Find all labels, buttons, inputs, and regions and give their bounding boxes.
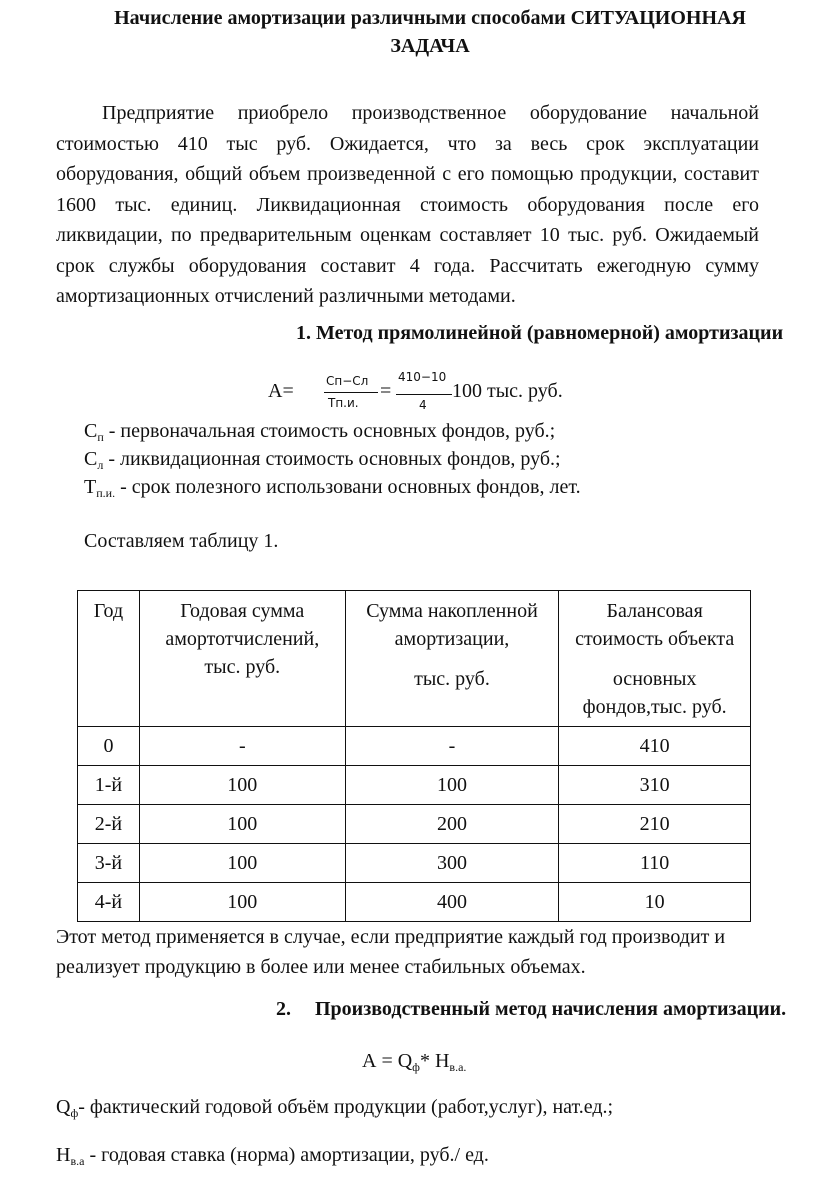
problem-statement: Предприятие приобрело производственное оборудование начальной стоимостью 410 тыс руб. Ожидается, что за весь срок эксплуатации оборудования, общий объем произведенной с его помощью продукции, составит 1600 тыс. единиц. Ликвидационная стоимость оборудования после его ликвидации, по предварительным оценкам составляет 10 тыс. руб. Ожидаемый срок службы оборудования составит 4 года. Рассчитать ежегодную сумму амортизационных отчислений различными методами. — [56, 102, 759, 307]
table-row — [78, 844, 751, 883]
definition-symbol: Н — [56, 1144, 71, 1166]
table-cell: 100 — [345, 766, 559, 805]
definition-subscript: л — [97, 458, 104, 472]
table-cell: 400 — [345, 883, 559, 922]
fraction-1-numerator: Сп−Сл — [326, 374, 369, 388]
formula-lhs: А= — [268, 380, 294, 402]
table-cell: 100 — [139, 883, 345, 922]
header-line: тыс. руб. — [414, 668, 490, 690]
table-row — [78, 727, 751, 766]
method-note: Этот метод применяется в случае, если предприятие каждый год производит и реализует продукцию в более или менее стабильных объемах. — [56, 926, 726, 978]
table-cell: 300 — [345, 844, 559, 883]
header-line: фондов,тыс. руб. — [582, 696, 727, 718]
table-header-row — [78, 591, 751, 727]
section-1-heading: 1. Метод прямолинейной (равномерной) амортизации — [296, 322, 784, 344]
section-2-number: 2. — [276, 998, 291, 1020]
table-cell: 100 — [139, 805, 345, 844]
depreciation-table — [77, 590, 751, 922]
table-cell: 410 — [559, 727, 751, 766]
definition-symbol: Т — [84, 476, 97, 498]
table-intro: Составляем таблицу 1. — [84, 530, 279, 552]
definition-text: - первоначальная стоимость основных фондов, руб.; — [103, 420, 556, 442]
table-cell: 4-й — [78, 883, 140, 922]
definition-actual-output — [56, 1096, 613, 1121]
definition-depreciation-rate — [56, 1144, 489, 1169]
page-title: Начисление амортизации различными способами СИТУАЦИОННАЯ ЗАДАЧА — [114, 7, 746, 57]
header-line: Балансовая — [606, 600, 703, 622]
definition-subscript: в.а — [70, 1154, 85, 1168]
definition-useful-life — [84, 476, 581, 501]
header-accumulated — [345, 591, 559, 727]
definition-text: - ликвидационная стоимость основных фондов, руб.; — [103, 448, 561, 470]
straight-line-formula — [268, 372, 628, 418]
header-line: амортотчислений, — [165, 628, 320, 650]
table-cell: 210 — [559, 805, 751, 844]
table-cell: 100 — [139, 844, 345, 883]
formula-part: * Н — [419, 1050, 450, 1072]
section-2-title: Производственный метод начисления амортизации. — [315, 998, 787, 1020]
header-line — [559, 653, 750, 665]
formula-part: А = Q — [362, 1050, 413, 1072]
header-line — [346, 653, 559, 665]
section-2-heading — [276, 998, 786, 1021]
header-annual-amount — [139, 591, 345, 727]
formula-subscript: ф — [412, 1060, 420, 1074]
definition-symbol: С — [84, 448, 98, 470]
table-cell: 200 — [345, 805, 559, 844]
definition-subscript: ф — [70, 1106, 79, 1120]
header-book-value — [559, 591, 751, 727]
formula-result: 100 тыс. руб. — [452, 380, 563, 402]
production-method-formula — [362, 1050, 466, 1075]
table-cell: 3-й — [78, 844, 140, 883]
table-cell: 0 — [78, 727, 140, 766]
table-cell: - — [139, 727, 345, 766]
table-cell: - — [345, 727, 559, 766]
table-cell: 100 — [139, 766, 345, 805]
definition-initial-cost — [84, 420, 555, 445]
table-row — [78, 883, 751, 922]
definition-subscript: п — [97, 430, 104, 444]
header-year — [78, 591, 140, 727]
definition-text: - фактический годовой объём продукции (работ,услуг), нат.ед.; — [78, 1096, 614, 1118]
definition-symbol: Q — [56, 1096, 71, 1118]
formula-equals: = — [380, 380, 392, 402]
fraction-2-bar — [396, 394, 452, 395]
header-line: Год — [93, 600, 124, 622]
header-line: Сумма накопленной — [366, 600, 538, 622]
definition-liquidation-cost — [84, 448, 561, 473]
header-line: основных — [612, 668, 697, 690]
definition-symbol: С — [84, 420, 98, 442]
header-line: амортизации, — [394, 628, 510, 650]
table-row — [78, 805, 751, 844]
table-row — [78, 766, 751, 805]
header-line: тыс. руб. — [204, 656, 281, 678]
table-cell: 10 — [559, 883, 751, 922]
header-line: стоимость объекта — [575, 628, 735, 650]
formula-subscript: в.а. — [449, 1060, 467, 1074]
fraction-1-bar — [324, 392, 378, 393]
table-cell: 310 — [559, 766, 751, 805]
table-cell: 110 — [559, 844, 751, 883]
table-cell: 2-й — [78, 805, 140, 844]
table-cell: 1-й — [78, 766, 140, 805]
fraction-1-denominator: Тп.и. — [328, 396, 359, 410]
header-line: Годовая сумма — [180, 600, 305, 622]
definition-subscript: п.и. — [96, 486, 116, 500]
fraction-2-numerator: 410−10 — [398, 370, 447, 384]
definition-text: - срок полезного использовани основных фондов, лет. — [115, 476, 581, 498]
fraction-2-denominator: 4 — [419, 398, 427, 412]
definition-text: - годовая ставка (норма) амортизации, руб./ ед. — [84, 1144, 489, 1166]
